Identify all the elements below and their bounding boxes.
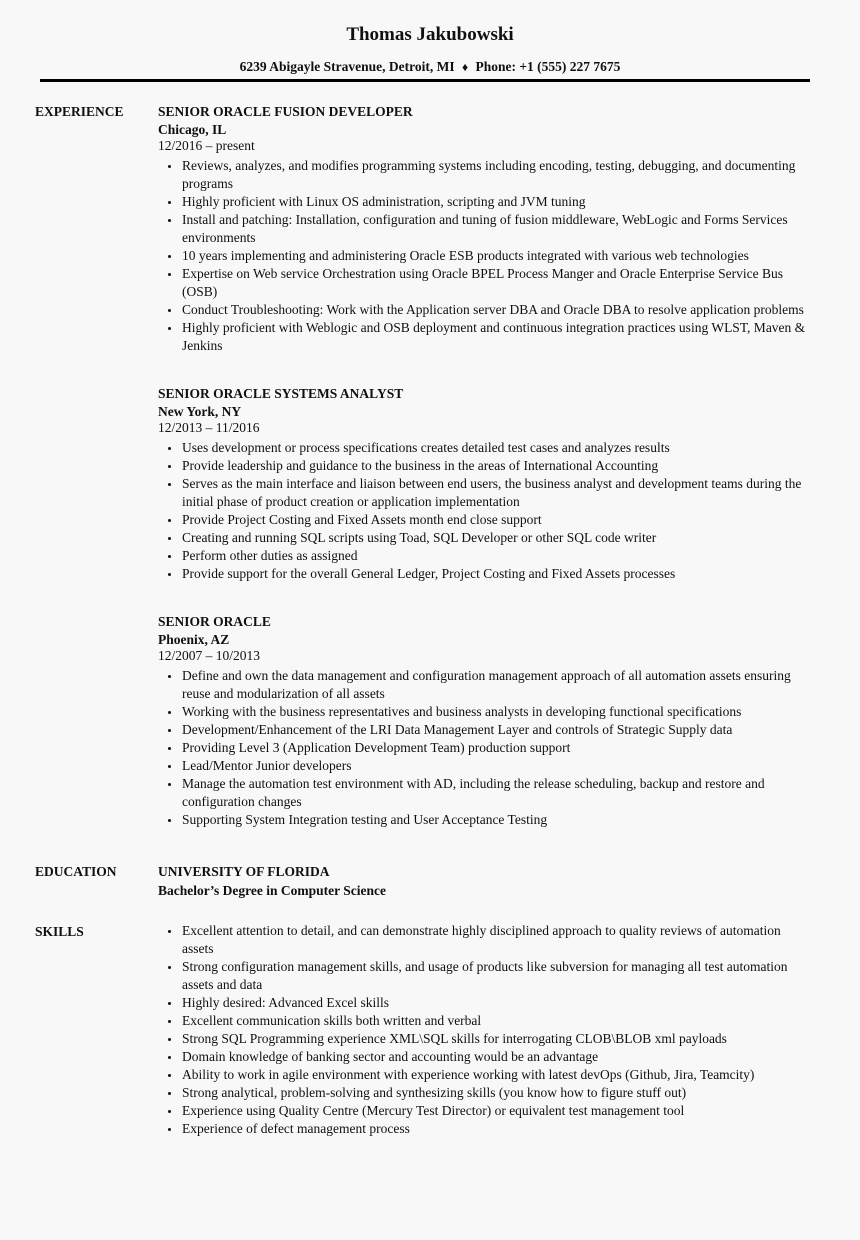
bullet-item: • Highly proficient with Linux OS administration, scripting and JVM tuning bbox=[181, 193, 812, 211]
education-section bbox=[35, 862, 812, 900]
job-entry-1 bbox=[158, 102, 812, 355]
bullet-item: • Strong configuration management skills, and usage of products like subversion for managing all test automation assets and data bbox=[181, 958, 812, 994]
bullet-item: • Experience using Quality Centre (Mercury Test Director) or equivalent test management tool bbox=[181, 1102, 812, 1120]
section-label-experience: EXPERIENCE bbox=[35, 103, 124, 119]
contact-line bbox=[0, 59, 860, 75]
bullet-item: • Provide Project Costing and Fixed Assets month end close support bbox=[181, 511, 812, 529]
bullet-item: • Experience of defect management process bbox=[181, 1120, 812, 1138]
bullet-item: • Excellent communication skills both written and verbal bbox=[181, 1012, 812, 1030]
bullet-item: • Reviews, analyzes, and modifies programming systems including encoding, testing, debugging, and documenting programs bbox=[181, 157, 812, 193]
school-name: UNIVERSITY OF FLORIDA bbox=[158, 863, 330, 879]
bullet-item: • Define and own the data management and configuration management approach of all automation assets ensuring reuse and modularization of all assets bbox=[181, 667, 812, 703]
bullet-item: • Perform other duties as assigned bbox=[181, 547, 812, 565]
bullet-item: • Creating and running SQL scripts using Toad, SQL Developer or other SQL code writer bbox=[181, 529, 812, 547]
skills-section bbox=[35, 922, 812, 1138]
job-location: Chicago, IL bbox=[158, 121, 227, 137]
bullet-item: • Domain knowledge of banking sector and accounting would be an advantage bbox=[181, 1048, 812, 1066]
bullet-item: • 10 years implementing and administering Oracle ESB products integrated with various web technologies bbox=[181, 247, 812, 265]
resume-body bbox=[0, 82, 860, 1138]
bullet-item: • Highly desired: Advanced Excel skills bbox=[181, 994, 812, 1012]
job-entry-3 bbox=[158, 612, 812, 829]
bullet-item: • Expertise on Web service Orchestration using Oracle BPEL Process Manger and Oracle Enterprise Service Bus (OSB) bbox=[181, 265, 812, 301]
bullet-item: • Serves as the main interface and liaison between end users, the business analyst and development teams during the initial phase of product creation or application implementation bbox=[181, 475, 812, 511]
job-bullet-list bbox=[158, 439, 812, 583]
bullet-item: • Install and patching: Installation, configuration and tuning of fusion middleware, WebLogic and Forms Services environments bbox=[181, 211, 812, 247]
bullet-item: • Highly proficient with Weblogic and OSB deployment and continuous integration practices using WLST, Maven & Jenkins bbox=[181, 319, 812, 355]
job-dates: 12/2016 – present bbox=[158, 137, 255, 153]
education-entry bbox=[158, 862, 812, 900]
bullet-item: • Uses development or process specifications creates detailed test cases and analyzes results bbox=[181, 439, 812, 457]
skills-bullet-list bbox=[158, 922, 812, 1138]
experience-entries bbox=[158, 102, 812, 829]
job-dates: 12/2007 – 10/2013 bbox=[158, 647, 261, 663]
bullet-item: • Conduct Troubleshooting: Work with the Application server DBA and Oracle DBA to resolve application problems bbox=[181, 301, 812, 319]
job-location: New York, NY bbox=[158, 403, 242, 419]
bullet-item: • Manage the automation test environment with AD, including the release scheduling, backup and restore and configuration changes bbox=[181, 775, 812, 811]
section-label-skills: SKILLS bbox=[35, 923, 84, 939]
bullet-item: • Strong analytical, problem-solving and synthesizing skills (you know how to figure stuff out) bbox=[181, 1084, 812, 1102]
bullet-item: • Providing Level 3 (Application Development Team) production support bbox=[181, 739, 812, 757]
diamond-separator-icon: ♦ bbox=[461, 60, 469, 74]
job-title: SENIOR ORACLE SYSTEMS ANALYST bbox=[158, 385, 404, 401]
job-dates: 12/2013 – 11/2016 bbox=[158, 419, 260, 435]
bullet-item: • Working with the business representatives and business analysts in developing functional specifications bbox=[181, 703, 812, 721]
phone-text: Phone: +1 (555) 227 7675 bbox=[475, 59, 621, 74]
bullet-item: • Provide leadership and guidance to the business in the areas of International Accounting bbox=[181, 457, 812, 475]
resume-header bbox=[0, 0, 860, 82]
skills-entries bbox=[158, 922, 812, 1138]
job-title: SENIOR ORACLE bbox=[158, 613, 271, 629]
bullet-item: • Ability to work in agile environment with experience working with latest devOps (Github, Jira, Teamcity) bbox=[181, 1066, 812, 1084]
bullet-item: • Provide support for the overall General Ledger, Project Costing and Fixed Assets processes bbox=[181, 565, 812, 583]
job-entry-2 bbox=[158, 384, 812, 583]
degree-name: Bachelor’s Degree in Computer Science bbox=[158, 882, 386, 898]
bullet-item: • Development/Enhancement of the LRI Data Management Layer and controls of Strategic Supply data bbox=[181, 721, 812, 739]
section-label-education: EDUCATION bbox=[35, 863, 117, 879]
job-bullet-list bbox=[158, 157, 812, 355]
experience-section bbox=[35, 102, 812, 829]
address-text: 6239 Abigayle Stravenue, Detroit, MI bbox=[239, 59, 455, 74]
bullet-item: • Lead/Mentor Junior developers bbox=[181, 757, 812, 775]
bullet-item: • Strong SQL Programming experience XML\SQL skills for interrogating CLOB\BLOB xml payloads bbox=[181, 1030, 812, 1048]
bullet-item: • Excellent attention to detail, and can demonstrate highly disciplined approach to quality reviews of automation assets bbox=[181, 922, 812, 958]
job-title: SENIOR ORACLE FUSION DEVELOPER bbox=[158, 103, 413, 119]
bullet-item: • Supporting System Integration testing and User Acceptance Testing bbox=[181, 811, 812, 829]
person-name: Thomas Jakubowski bbox=[346, 24, 514, 45]
job-location: Phoenix, AZ bbox=[158, 631, 230, 647]
job-bullet-list bbox=[158, 667, 812, 829]
